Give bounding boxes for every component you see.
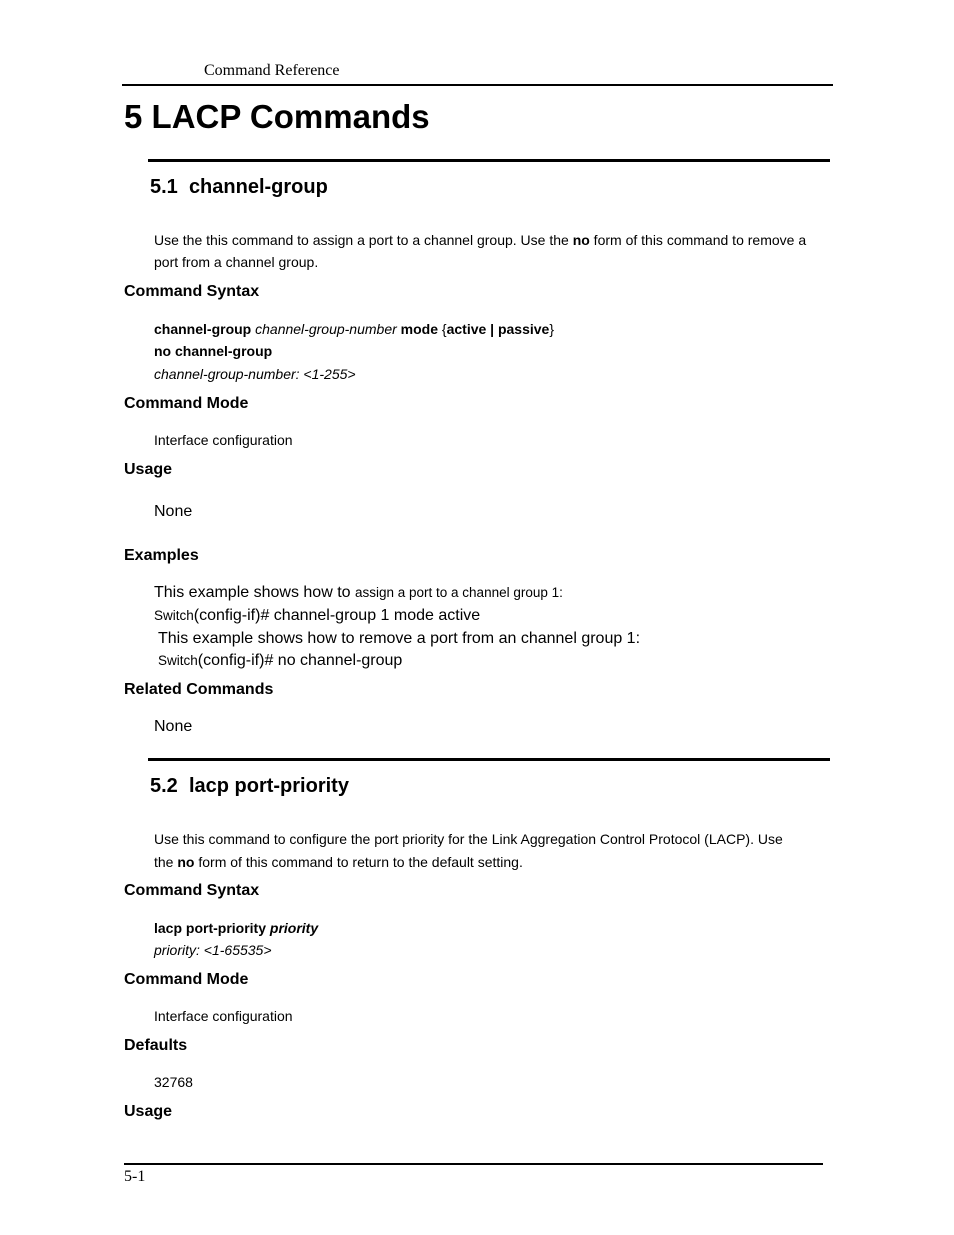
syntax-line <box>154 920 318 936</box>
command-mode-value: Interface configuration <box>154 1008 293 1024</box>
section-rule-5-1 <box>148 159 830 162</box>
prompt: Switch <box>154 608 194 623</box>
chapter-title <box>124 98 430 136</box>
syntax-line: no channel-group <box>154 343 273 359</box>
usage-label: Usage <box>124 461 173 478</box>
command-mode-value: Interface configuration <box>154 432 293 448</box>
related-commands-value: None <box>154 718 193 735</box>
text: form of this command to remove a <box>589 232 807 248</box>
usage-value: None <box>154 503 193 520</box>
description-line: Use this command to configure the port priority for the Link Aggregation Control Protocol (LACP). Use <box>154 831 783 847</box>
description-line <box>154 232 806 248</box>
defaults-value: 32768 <box>154 1074 193 1090</box>
example-command <box>154 607 480 625</box>
command-mode-label: Command Mode <box>124 971 249 988</box>
prompt: Switch <box>158 653 198 668</box>
running-header: Command Reference <box>204 62 340 79</box>
syntax-param: channel-group-number: <1-255> <box>154 366 356 382</box>
syntax-param: priority: <1-65535> <box>154 942 272 958</box>
argument: channel-group-number <box>255 321 397 337</box>
command: (config-if)# channel-group 1 mode active <box>193 607 481 624</box>
command-syntax-label: Command Syntax <box>124 882 260 899</box>
section-heading-5-2 <box>150 775 349 798</box>
usage-label: Usage <box>124 1103 173 1120</box>
description-line <box>154 854 523 870</box>
text: form of this command to return to the default setting. <box>194 854 523 870</box>
section-number: 5.1 <box>150 176 178 198</box>
brace: { <box>441 321 447 337</box>
chapter-number: 5 <box>124 98 143 135</box>
command-mode-label: Command Mode <box>124 395 249 412</box>
section-number: 5.2 <box>150 775 178 797</box>
text: This example shows how to <box>154 584 355 601</box>
page-number: 5-1 <box>124 1168 146 1185</box>
brace: } <box>549 321 555 337</box>
example-command <box>158 652 402 670</box>
chapter-name: LACP Commands <box>151 98 430 135</box>
command-syntax-label: Command Syntax <box>124 283 260 300</box>
command: (config-if)# no channel-group <box>197 652 403 669</box>
command: channel-group <box>154 321 252 337</box>
text: Use the this command to assign a port to a channel group. Use the <box>154 232 573 248</box>
defaults-label: Defaults <box>124 1037 188 1054</box>
argument: priority <box>269 920 319 936</box>
keyword: no <box>177 854 195 870</box>
options: active | passive <box>446 321 550 337</box>
text: assign a port to a channel group 1: <box>354 585 563 600</box>
example-line: This example shows how to remove a port from an channel group 1: <box>158 630 641 647</box>
section-title: lacp port-priority <box>188 775 349 797</box>
keyword: mode <box>400 321 438 337</box>
description-line: port from a channel group. <box>154 254 319 270</box>
syntax-line <box>154 321 554 337</box>
section-rule-5-2 <box>148 758 830 761</box>
example-line <box>154 584 563 602</box>
section-title: channel-group <box>188 176 328 198</box>
related-commands-label: Related Commands <box>124 681 274 698</box>
command: lacp port-priority <box>154 920 267 936</box>
examples-label: Examples <box>124 547 199 564</box>
keyword: no <box>572 232 590 248</box>
section-heading-5-1 <box>150 176 328 199</box>
header-rule <box>122 84 833 86</box>
text: the <box>154 854 178 870</box>
footer-rule <box>124 1163 823 1165</box>
